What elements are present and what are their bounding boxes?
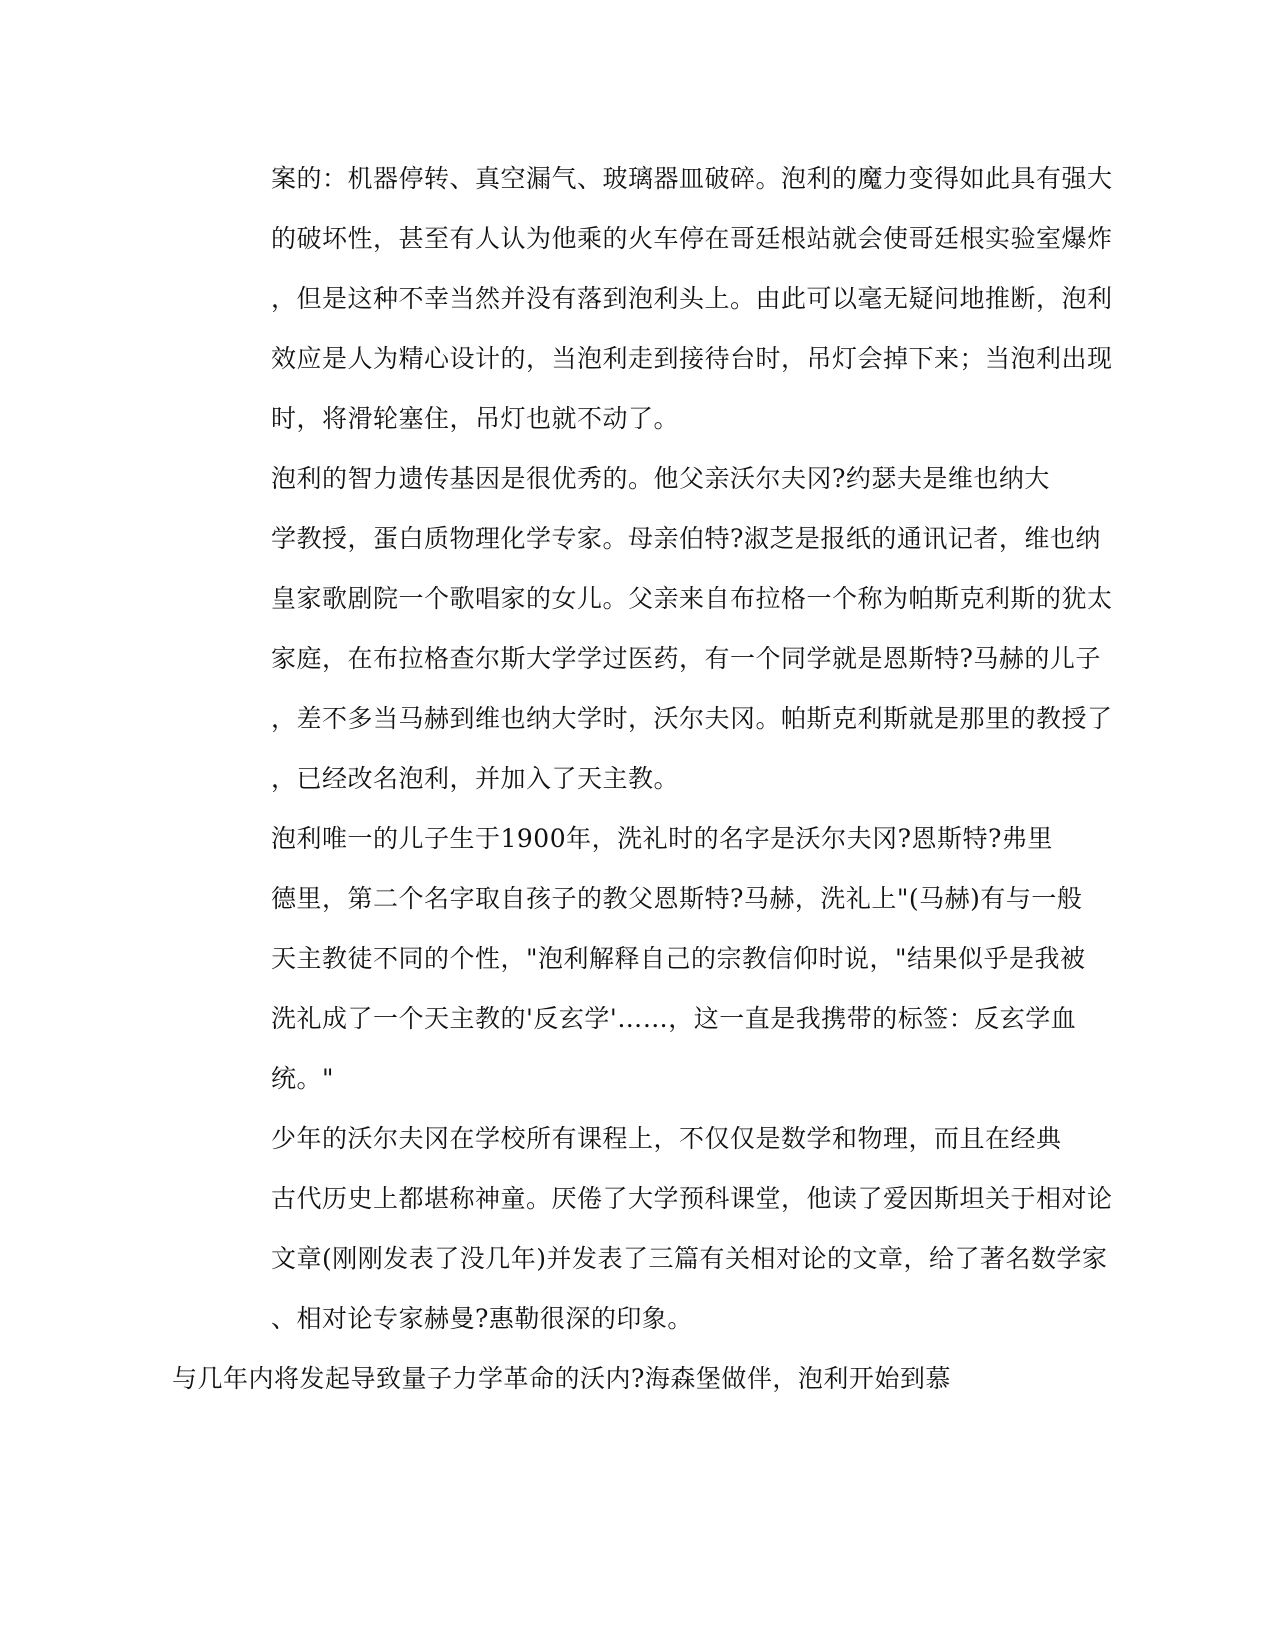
text-line: 时，将滑轮塞住，吊灯也就不动了。 [271,404,680,433]
text-line: ，但是这种不幸当然并没有落到泡利头上。由此可以毫无疑问地推断，泡利 [271,284,1113,313]
text-line: 的破坏性，甚至有人认为他乘的火车停在哥廷根站就会使哥廷根实验室爆炸 [271,224,1113,253]
text-line: 少年的沃尔夫冈在学校所有课程上，不仅仅是数学和物理，而且在经典 [271,1124,1062,1153]
text-line: 泡利的智力遗传基因是很优秀的。他父亲沃尔夫冈?约瑟夫是维也纳大 [271,464,1050,493]
text-line: 文章(刚刚发表了没几年)并发表了三篇有关相对论的文章，给了著名数学家 [271,1244,1108,1273]
text-line: 案的：机器停转、真空漏气、玻璃器皿破碎。泡利的魔力变得如此具有强大 [271,164,1113,193]
text-line: 家庭，在布拉格查尔斯大学学过医药，有一个同学就是恩斯特?马赫的儿子 [271,644,1101,673]
text-line: 德里，第二个名字取自孩子的教父恩斯特?马赫，洗礼上"(马赫)有与一般 [271,884,1083,913]
text-line: 天主教徒不同的个性，"泡利解释自己的宗教信仰时说，"结果似乎是我被 [271,944,1086,973]
text-line: ，差不多当马赫到维也纳大学时，沃尔夫冈。帕斯克利斯就是那里的教授了 [271,704,1113,733]
text-line: 古代历史上都堪称神童。厌倦了大学预科课堂，他读了爱因斯坦关于相对论 [271,1184,1113,1213]
text-line: 统。" [271,1064,334,1093]
text-line: 洗礼成了一个天主教的'反玄学'……，这一直是我携带的标签：反玄学血 [271,1004,1077,1033]
text-line: 泡利唯一的儿子生于1900年，洗礼时的名字是沃尔夫冈?恩斯特?弗里 [271,824,1053,853]
text-line: ，已经改名泡利，并加入了天主教。 [271,764,680,793]
text-line: 、相对论专家赫曼?惠勒很深的印象。 [271,1304,693,1333]
text-line: 效应是人为精心设计的，当泡利走到接待台时，吊灯会掉下来；当泡利出现 [271,344,1113,373]
text-line: 皇家歌剧院一个歌唱家的女儿。父亲来自布拉格一个称为帕斯克利斯的犹太 [271,584,1113,613]
text-line: 与几年内将发起导致量子力学革命的沃内?海森堡做伴，泡利开始到慕 [172,1364,951,1393]
text-line: 学教授，蛋白质物理化学专家。母亲伯特?淑芝是报纸的通讯记者，维也纳 [271,524,1101,553]
